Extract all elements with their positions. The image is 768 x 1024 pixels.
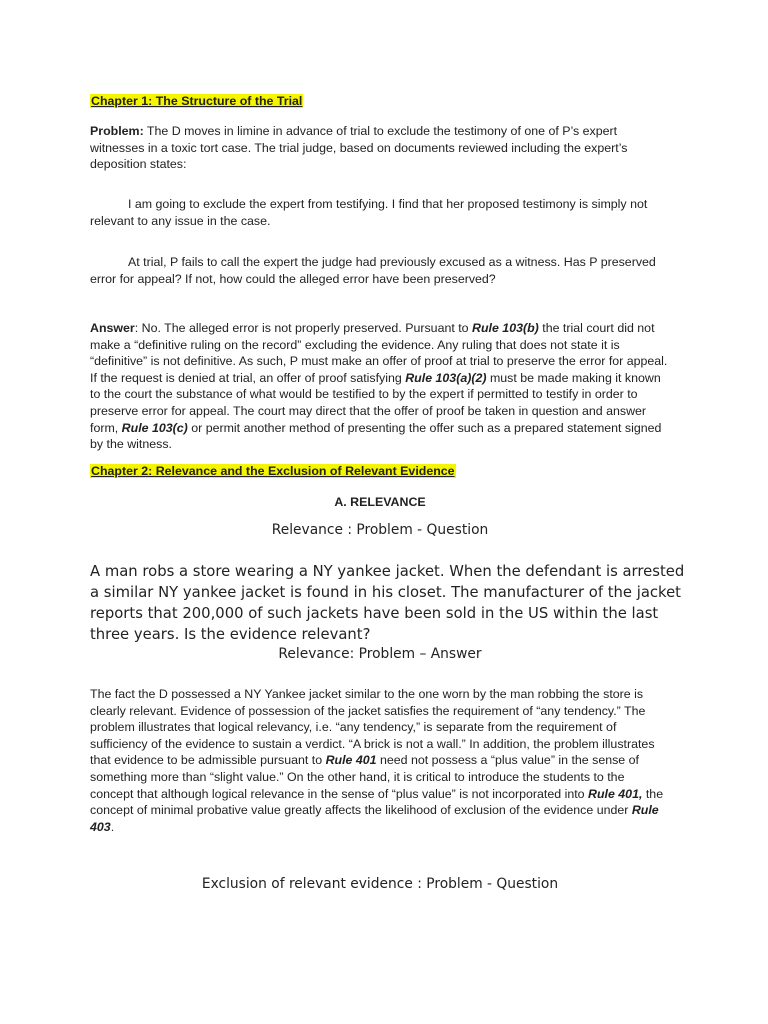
answer-text: the concept of minimal probative value greatly affects the likelihood of exclusion of the evidence under: [90, 786, 664, 818]
answer-text: .: [110, 819, 115, 834]
exclusion-question-title: Exclusion of relevant evidence : Problem - Question: [201, 876, 559, 892]
chapter-1-heading: [90, 93, 670, 110]
problem-label: Problem:: [90, 124, 144, 138]
chapter-1-question: At trial, P fails to call the expert the judge had previously excused as a witness. Has P preserved error for appeal? If not, how could the alleged error have been preserved?: [90, 255, 656, 286]
answer-text: need not possess a “plus value” in the sense of something more than “slight value.” On the other hand, it is critical to introduce the students to the concept that although logical relevance in the sense of “plus value” is not incorporated into: [90, 753, 639, 801]
chapter-1-problem: [90, 123, 670, 173]
rule-reference: Rule 103(a)(2): [405, 370, 487, 385]
answer-text: or permit another method of presenting the offer such as a prepared statement signed by the witness.: [90, 420, 662, 452]
relevance-answer-text: [90, 686, 670, 835]
chapter-2-heading-text: Chapter 2: Relevance and the Exclusion of Relevant Evidence: [91, 464, 455, 478]
rule-reference: Rule 103(c): [121, 420, 188, 435]
chapter-1-answer: [90, 320, 670, 453]
rule-reference: Rule 103(b): [472, 321, 539, 335]
section-heading: A. RELEVANCE: [334, 495, 426, 509]
rule-reference: Rule 401: [325, 753, 377, 768]
answer-label: Answer: [90, 321, 135, 335]
answer-text: The fact the D possessed a NY Yankee jacket similar to the one worn by the man robbing the store is clearly relevant. Evidence of possession of the jacket satisfies the requirement of “any tendency.” The problem illustrates that logical relevancy, i.e. “any tendency,” is separate from the requirement of sufficiency of the evidence to sustain a verdict. “A brick is not a wall.” In addition, the problem illustrates that evidence to be admissible pursuant to: [90, 687, 655, 768]
answer-text: must be made making it known to the court the substance of what would be testified to by the expert if permitted to testify in order to preserve error for appeal. The court may direct that the offer of proof be taken in question and answer form,: [90, 370, 661, 435]
answer-text: the trial court did not make a “definitive ruling on the record” excluding the evidence. Any ruling that does not state it is “definitive” is not definitive. As such, P must make an offer of proof at trial to preserve the error for appeal. If the request is denied at trial, an offer of proof satisfying: [90, 321, 668, 385]
relevance-question-title: Relevance : Problem - Question: [271, 522, 489, 538]
problem-text: The D moves in limine in advance of trial to exclude the testimony of one of P’s expert witnesses in a toxic tort case. The trial judge, based on documents reviewed including the expert’s deposition states:: [90, 124, 628, 172]
answer-text: : No. The alleged error is not properly preserved. Pursuant to: [134, 321, 473, 335]
rule-reference: Rule 403: [90, 803, 659, 834]
relevance-answer-title: Relevance: Problem – Answer: [278, 646, 482, 662]
rule-reference: Rule 401,: [588, 786, 643, 801]
chapter-2-heading: [90, 463, 670, 480]
chapter-1-heading-text: Chapter 1: The Structure of the Trial: [91, 94, 303, 108]
relevance-question-text: A man robs a store wearing a NY yankee jacket. When the defendant is arrested a similar NY yankee jacket is found in his closet. The manufacturer of the jacket reports that 200,000 of such jackets have been sold in the US within the last three years. Is the evidence relevant?: [90, 563, 685, 643]
judge-quote: I am going to exclude the expert from testifying. I find that her proposed testimony is simply not relevant to any issue in the case.: [90, 197, 648, 228]
